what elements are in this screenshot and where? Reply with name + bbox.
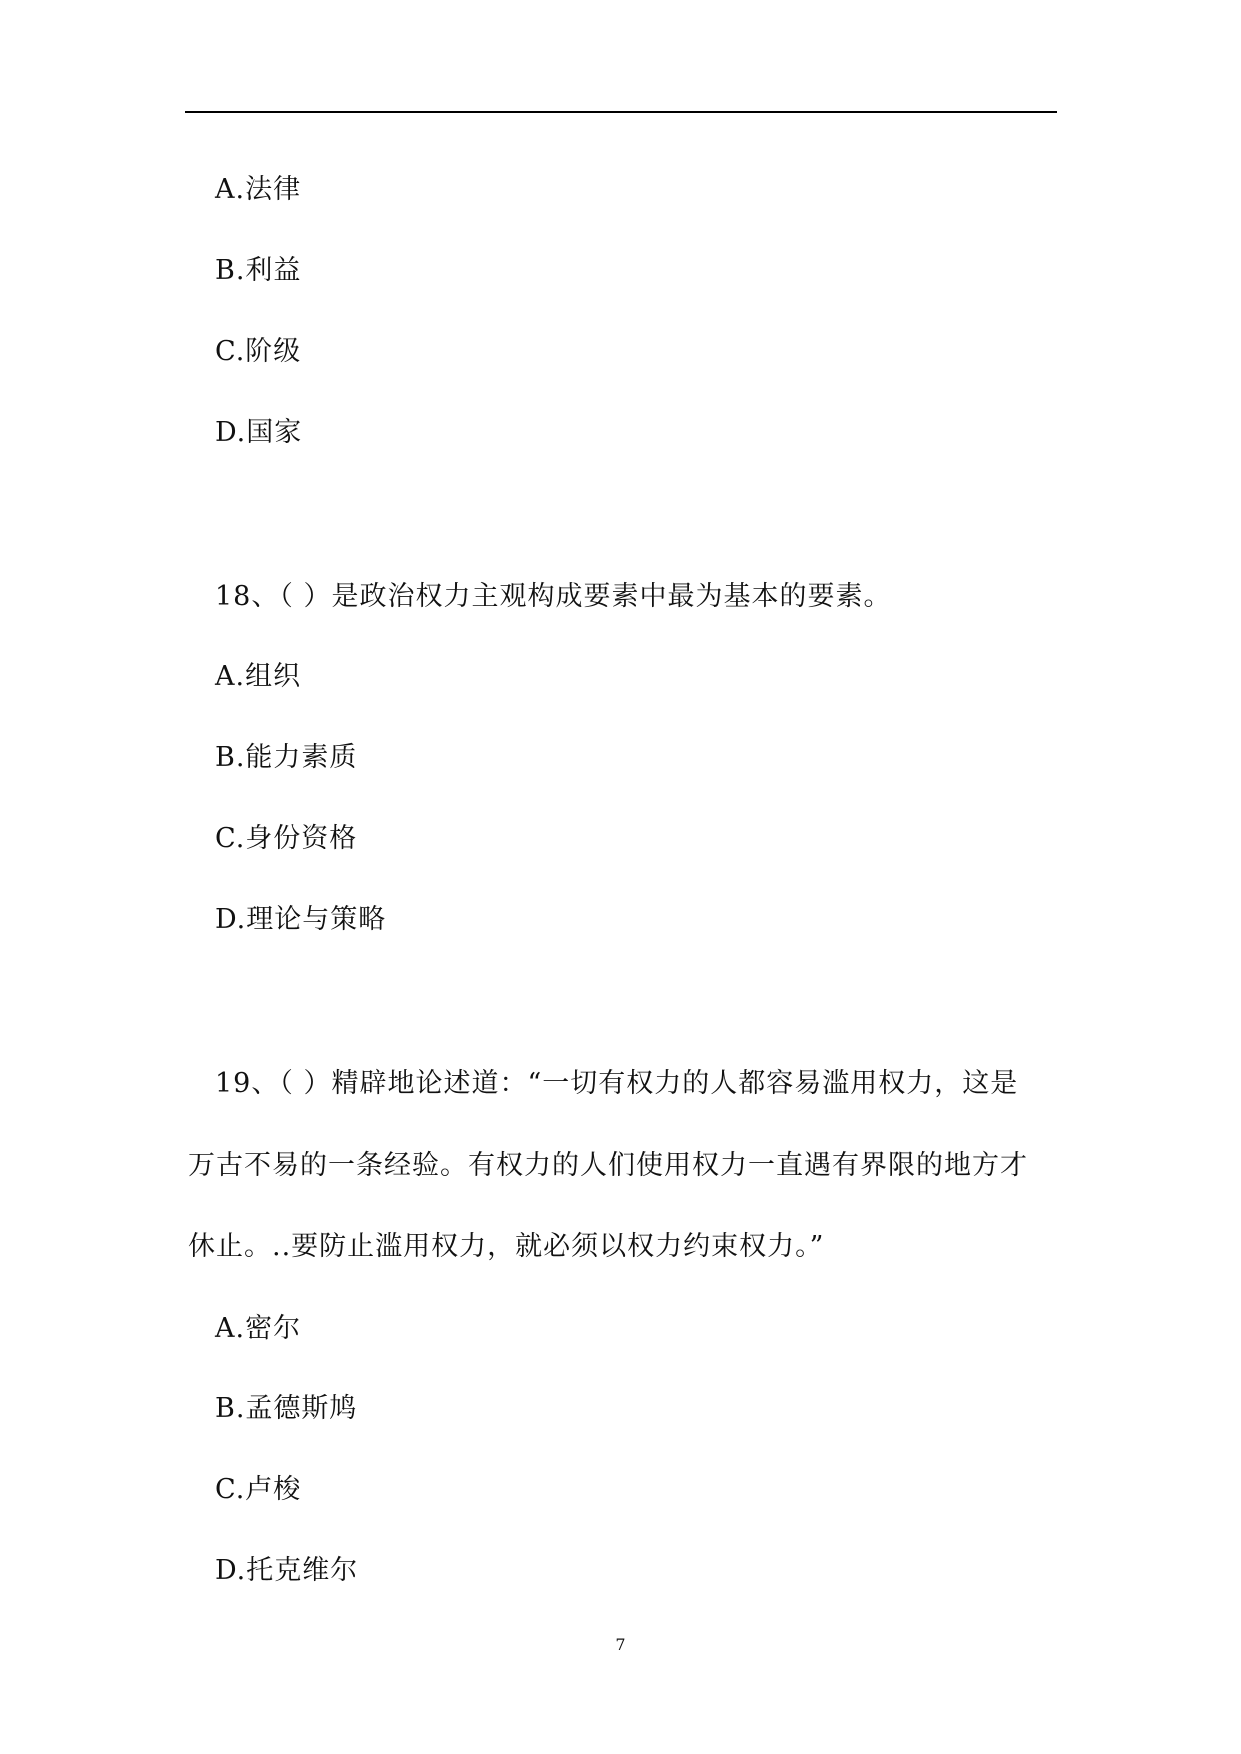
q19-option-a: A.密尔 (215, 1313, 302, 1344)
page-number: 7 (615, 1635, 626, 1654)
q19-option-b: B.孟德斯鸠 (215, 1393, 358, 1424)
q17-option-d: D.国家 (215, 417, 303, 448)
q17-option-c: C.阶级 (215, 336, 302, 367)
q18-option-b: B.能力素质 (215, 742, 358, 773)
q17-option-a: A.法律 (215, 174, 302, 205)
q19-stem-line-1: 19、（ ）精辟地论述道：“一切有权力的人都容易滥用权力，这是 (215, 1068, 1019, 1099)
q18-option-d: D.理论与策略 (215, 904, 387, 935)
q19-stem-line-3: 休止。..要防止滥用权力，就必须以权力约束权力。” (188, 1231, 825, 1262)
q19-stem-line-2: 万古不易的一条经验。有权力的人们使用权力一直遇有界限的地方才 (188, 1150, 1028, 1181)
q18-option-c: C.身份资格 (215, 823, 358, 854)
q18-option-a: A.组织 (215, 661, 302, 692)
q19-option-d: D.托克维尔 (215, 1555, 359, 1586)
header-rule (185, 111, 1057, 113)
q18-stem: 18、（ ）是政治权力主观构成要素中最为基本的要素。 (215, 581, 892, 612)
q19-option-c: C.卢梭 (215, 1474, 302, 1505)
q17-option-b: B.利益 (215, 255, 302, 286)
